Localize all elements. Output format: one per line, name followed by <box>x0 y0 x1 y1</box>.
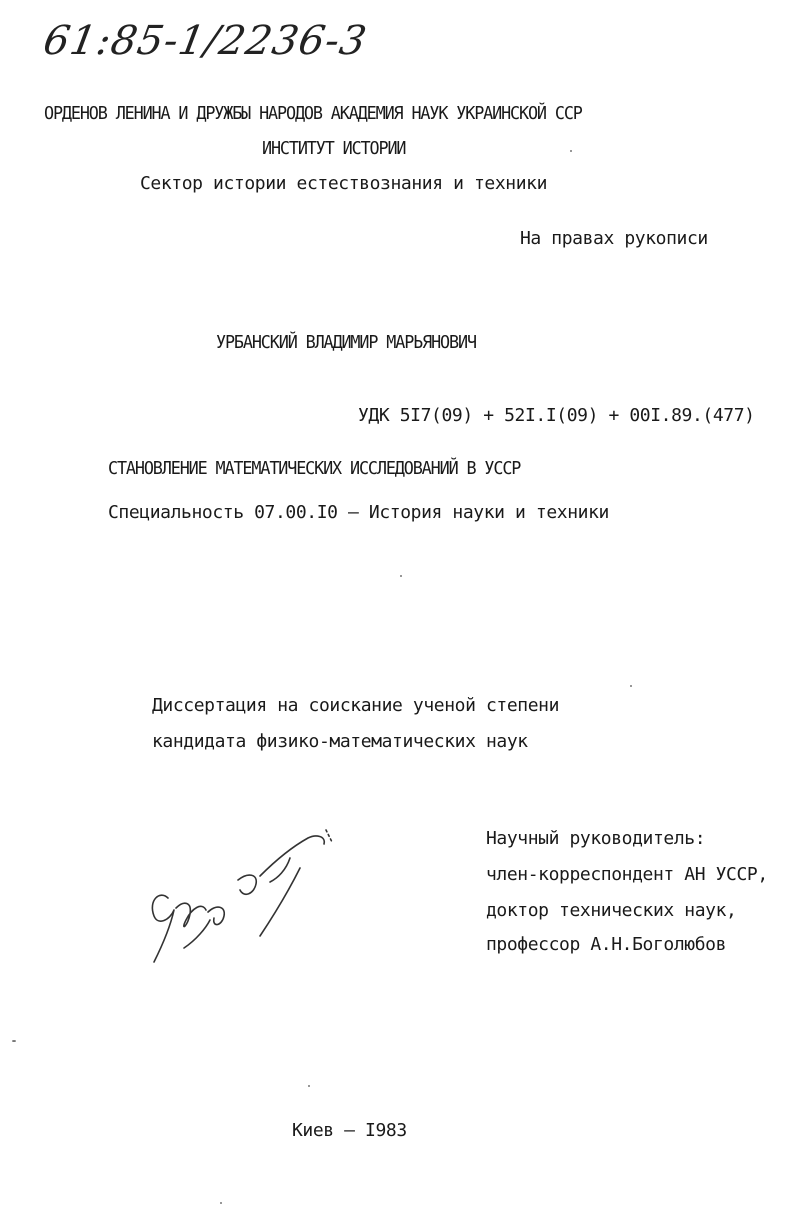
archive-number: 61:85-1/2236-3 <box>39 18 371 64</box>
organization-name: ОРДЕНОВ ЛЕНИНА И ДРУЖБЫ НАРОДОВ АКАДЕМИЯ НАУК УКРАИНСКОЙ ССР <box>44 103 582 124</box>
supervisor-title-line3: профессор А.Н.Боголюбов <box>486 934 727 955</box>
sector-name: Сектор истории естествознания и техники <box>140 173 548 194</box>
supervisor-heading: Научный руководитель: <box>486 828 706 849</box>
institute-name: ИНСТИТУТ ИСТОРИИ <box>262 138 406 159</box>
place-and-year: Киев – I983 <box>292 1120 407 1141</box>
paper-speck <box>220 1202 222 1204</box>
author-name: УРБАНСКИЙ ВЛАДИМИР МАРЬЯНОВИЧ <box>216 332 476 353</box>
handwritten-signature <box>140 828 340 978</box>
paper-speck <box>630 685 632 687</box>
dissertation-degree-line1: Диссертация на соискание ученой степени <box>152 695 560 716</box>
paper-speck <box>12 1040 16 1042</box>
manuscript-note: На правах рукописи <box>520 228 708 249</box>
specialty: Специальность 07.00.I0 – История науки и техники <box>108 502 609 523</box>
supervisor-title-line2: доктор технических наук, <box>486 900 737 921</box>
paper-speck <box>308 1085 310 1087</box>
udc-code: УДК 5I7(09) + 52I.I(09) + 00I.89.(477) <box>358 405 755 426</box>
dissertation-title: СТАНОВЛЕНИЕ МАТЕМАТИЧЕСКИХ ИССЛЕДОВАНИЙ В УССР <box>108 458 521 479</box>
dissertation-degree-line2: кандидата физико-математических наук <box>152 731 528 752</box>
supervisor-title-line1: член-корреспондент АН УССР, <box>486 864 768 885</box>
paper-speck <box>400 575 402 577</box>
paper-speck <box>570 150 572 152</box>
